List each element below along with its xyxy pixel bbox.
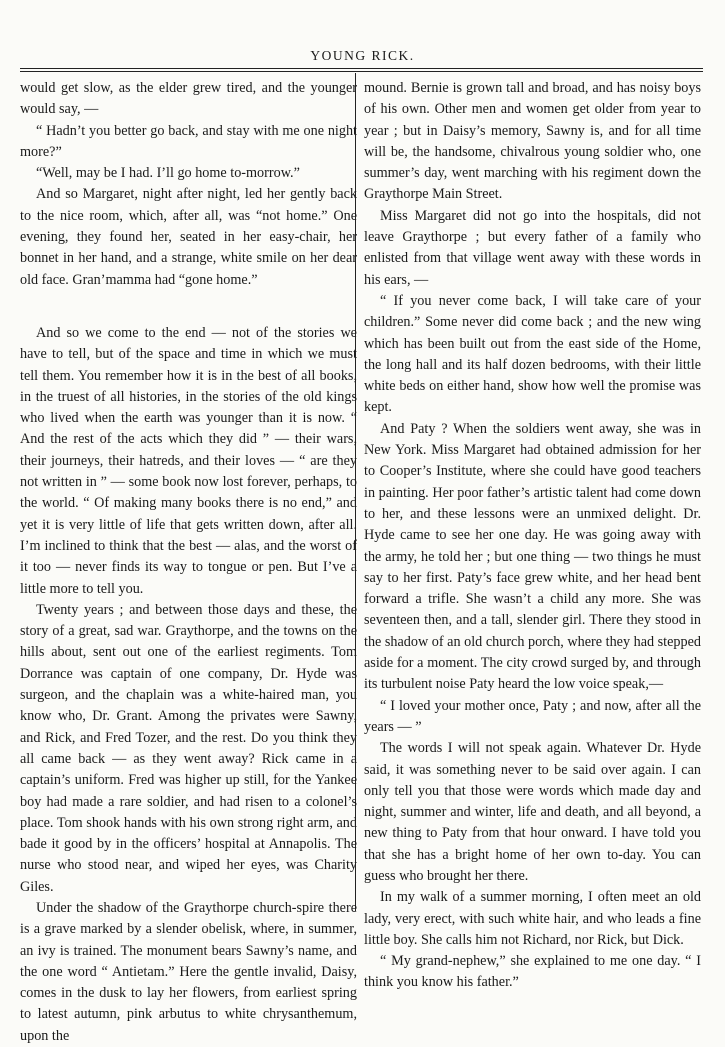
paragraph: “Well, may be I had. I’ll go home to-morrow.” <box>36 165 300 182</box>
paragraph: The words I will not speak again. Whatever Dr. Hyde said, it was something never to be said over again. I can only tell you that those were words which made day and night, summer and winter, life and death, and all beyond, a new thing to Paty from that hour onward. I have told you that she has a bright home of her own to-day. You can guess who brought her there. <box>364 740 701 884</box>
paragraph: And so Margaret, night after night, led her gently back to the nice room, which, after all, was “not home.” One evening, they found her, seated in her easy-chair, her bonnet in her hand, and a strange, white smile on her dear old face. Gran’mamma had “gone home.” <box>20 186 357 288</box>
running-head: YOUNG RICK. <box>310 48 415 63</box>
paragraph: would get slow, as the elder grew tired, and the younger would say, — <box>20 80 357 118</box>
paragraph: mound. Bernie is grown tall and broad, and has noisy boys of his own. Other men and women get older from year to year ; but in Daisy’s memory, Sawny is, and for all time will be, the handsome, chivalrous young soldier who, one summer’s day, went marching with his regiment down the Graythorpe Main Street. <box>364 80 701 203</box>
right-column <box>364 78 701 994</box>
paragraph: “ If you never come back, I will take care of your children.” Some never did come back ; and the new wing which has been built out from the east side of the Home, the long hall and its half dozen bedrooms, with their little white beds on either hand, show how well the promise was kept. <box>364 292 701 416</box>
paragraph: And so we come to the end — not of the stories we have to tell, but of the space and time in which we must tell them. You remember how it is in the best of all books, in the truest of all histories, in the stories of the old kings who lived when the earth was younger than it is now. “ And the rest of the acts which they did ” — their wars, their journeys, their hatreds, and their loves — “ are they not written in ” — some book now lost forever, perhaps, to the world. “ Of making many books there is no end,” and yet it is very little of life that gets written down, after all. I’m inclined to think that the best — alas, and the worst of it too — never finds its way to tongue or pen. But I’ve a little more to tell you. <box>20 324 357 597</box>
paragraph: And Paty ? When the soldiers went away, she was in New York. Miss Margaret had obtained admission for her to Cooper’s Institute, where she could have good teachers in painting. Her poor father’s artistic talent had come down to her, and these lessons were an unmixed delight. Dr. Hyde came to see her one day. He was going away with the army, he told her ; but one thing — two things he must say to her first. Paty’s face grew white, and her head bent forward a trifle. She wasn’t a child any more. She was seventeen then, and a tall, slender girl. There they stood in the shadow of an old church porch, where they had stepped aside for a moment. The city crowd surged by, and through its turbulent noise Paty heard the low voice speak,— <box>364 420 701 693</box>
paragraph: “ Hadn’t you better go back, and stay with me one night more?” <box>20 122 357 160</box>
header-rule <box>20 68 703 72</box>
paragraph: Under the shadow of the Graythorpe church-spire there is a grave marked by a slender obelisk, where, in summer, an ivy is trained. The monument bears Sawny’s name, and the one word “ Antietam.” Here the gentle invalid, Daisy, comes in the dusk to lay her flowers, from earliest spring to latest autumn, pink arbutus to white chrysanthemum, upon the <box>20 899 357 1044</box>
paragraph: Miss Margaret did not go into the hospitals, did not leave Graythorpe ; but every father of a family who enlisted from that village went away with these words in his ears, — <box>364 207 701 288</box>
left-column <box>20 78 357 1047</box>
paragraph: “ My grand-nephew,” she explained to me one day. “ I think you know his father.” <box>364 953 701 991</box>
paragraph: “ I loved your mother once, Paty ; and now, after all the years — ” <box>364 697 701 735</box>
paragraph: Twenty years ; and between those days and these, the story of a great, sad war. Graythorpe, and the towns on the hills about, sent out one of the earliest regiments. Tom Dorrance was captain of one company, Dr. Hyde was surgeon, and the chaplain was a white-haired man, you know who, Dr. Grant. Among the privates were Sawny, and Rick, and Fred Tozer, and the rest. Do you think they all came back — as they went away? Rick came in a captain’s uniform. Fred was higher up still, for the Yankee boy had made a rare soldier, and had risen to a colonel’s place. Tom shook hands with his own strong right arm, and bade it good by in the officers’ hospital at Annapolis. The nurse who stood near, and wiped her eyes, was Charity Giles. <box>20 601 357 895</box>
paragraph: In my walk of a summer morning, I often meet an old lady, very erect, with such white hair, and who leads a fine little boy. She calls him not Richard, nor Rick, but Dick. <box>364 889 701 948</box>
